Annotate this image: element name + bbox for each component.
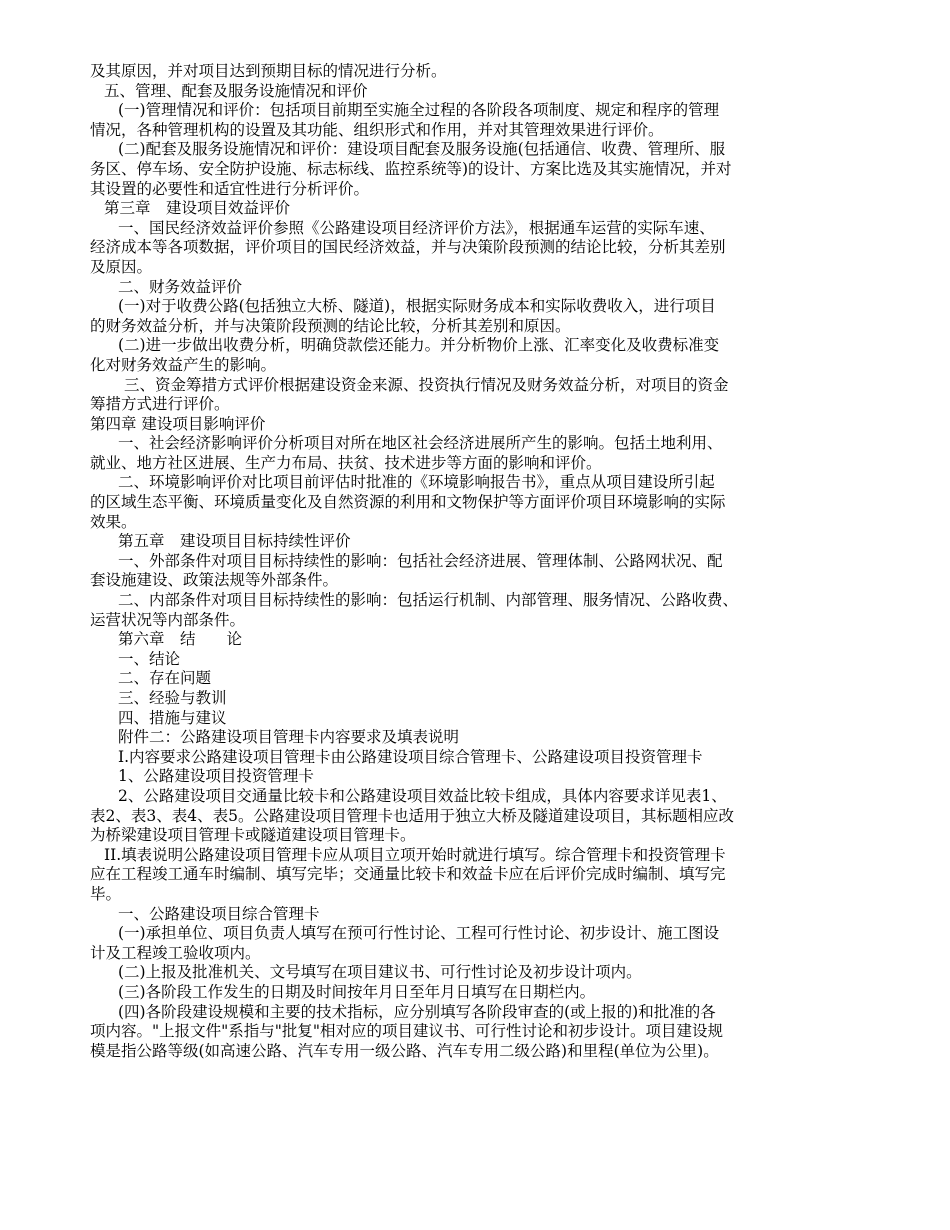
text-line: 模是指公路等级(如高速公路、汽车专用一级公路、汽车专用二级公路)和里程(单位为公里)。: [90, 1041, 719, 1060]
text-line: 一、外部条件对项目目标持续性的影响：包括社会经济进展、管理体制、公路网状况、配: [118, 551, 723, 570]
chapter-heading: 第三章 建设项目效益评价: [104, 199, 291, 218]
text-line: 运营状况等内部条件。: [90, 610, 246, 629]
text-line: 情况，各种管理机构的设置及其功能、组织形式和作用，并对其管理效果进行评价。: [90, 120, 664, 139]
text-line: 及其原因，并对项目达到预期目标的情况进行分析。: [90, 62, 447, 80]
text-line: 的区域生态平衡、环境质量变化及自然资源的利用和文物保护等方面评价项目环境影响的实际: [90, 493, 726, 512]
list-item: 一、结论: [118, 649, 181, 668]
text-line: 就业、地方社区进展、生产力布局、扶贫、技术进步等方面的影响和评价。: [90, 453, 602, 472]
text-line: 务区、停车场、安全防护设施、标志标线、监控系统等)的设计、方案比选及其实施情况，并对: [90, 159, 732, 178]
list-item: 四、措施与建议: [118, 708, 227, 727]
text-line: 二、内部条件对项目目标持续性的影响：包括运行机制、内部管理、服务情况、公路收费、: [118, 591, 739, 610]
text-line: (一)承担单位、项目负责人填写在预可行性讨论、工程可行性讨论、初步设计、施工图设: [118, 924, 720, 943]
text-line: 套设施建设、政策法规等外部条件。: [90, 571, 339, 590]
text-line: 三、资金筹措方式评价根据建设资金来源、投资执行情况及财务效益分析，对项目的资金: [124, 375, 729, 394]
appendix-heading: 附件二：公路建设项目管理卡内容要求及填表说明: [118, 728, 460, 747]
text-line: 应在工程竣工通车时编制、填写完毕；交通量比较卡和效益卡应在后评价完成时编制、填写完: [90, 865, 726, 884]
text-line: (二)配套及服务设施情况和评价：建设项目配套及服务设施(包括通信、收费、管理所、服: [118, 140, 726, 159]
text-line: 筹措方式进行评价。: [90, 395, 230, 414]
text-line: 效果。: [90, 512, 137, 531]
text-line: 毕。: [90, 884, 122, 903]
chapter-heading: 第五章 建设项目目标持续性评价: [118, 532, 351, 551]
text-line: 其设置的必要性和适宜性进行分析评价。: [90, 179, 370, 198]
chapter-heading: 第四章 建设项目影响评价: [90, 414, 266, 433]
text-line: 表2、表3、表4、表5。公路建设项目管理卡也适用于独立大桥及隧道建设项目，其标题相应改: [90, 806, 734, 825]
text-line: (三)各阶段工作发生的日期及时间按年月日至年月日填写在日期栏内。: [118, 982, 596, 1001]
text-line: 一、国民经济效益评价参照《公路建设项目经济评价方法》，根据通车运营的实际车速、: [118, 218, 715, 237]
text-line: 及原因。: [90, 257, 153, 276]
text-line: (四)各阶段建设规模和主要的技术指标，应分别填写各阶段审查的(或上报的)和批准的各: [118, 1002, 716, 1021]
text-line: I.内容要求公路建设项目管理卡由公路建设项目综合管理卡、公路建设项目投资管理卡: [118, 747, 703, 766]
text-line: (二)进一步做出收费分析，明确贷款偿还能力。并分析物价上涨、汇率变化及收费标准变: [118, 336, 720, 355]
text-line: 经济成本等各项数据，评价项目的国民经济效益，并与决策阶段预测的结论比较，分析其差别: [90, 238, 726, 257]
text-line: (二)上报及批准机关、文号填写在项目建议书、可行性讨论及初步设计项内。: [118, 963, 642, 982]
text-line: 1、公路建设项目投资管理卡: [118, 767, 314, 786]
list-item: 二、存在问题: [118, 669, 212, 688]
text-line: 计及工程竣工验收项内。: [90, 943, 261, 962]
section-heading: 一、公路建设项目综合管理卡: [118, 904, 320, 923]
text-line: 一、社会经济影响评价分析项目对所在地区社会经济进展所产生的影响。包括土地利用、: [118, 434, 723, 453]
text-line: 为桥梁建设项目管理卡或隧道建设项目管理卡。: [90, 826, 416, 845]
text-line: (一)对于收费公路(包括独立大桥、隧道)，根据实际财务成本和实际收费收入，进行项目: [118, 297, 716, 316]
text-line: (一)管理情况和评价：包括项目前期至实施全过程的各阶段各项制度、规定和程序的管理: [118, 101, 720, 120]
chapter-heading: 第六章 结 论: [118, 630, 243, 649]
text-line: 2、公路建设项目交通量比较卡和公路建设项目效益比较卡组成，具体内容要求详见表1、: [118, 786, 727, 805]
list-item: 三、经验与教训: [118, 689, 227, 707]
text-line: 化对财务效益产生的影响。: [90, 355, 277, 374]
section-heading: 五、管理、配套及服务设施情况和评价: [104, 81, 368, 100]
text-line: 项内容。"上报文件"系指与"批复"相对应的项目建议书、可行性讨论和初步设计。项目建设规: [90, 1022, 724, 1041]
text-line: 二、环境影响评价对比项目前评估时批准的《环境影响报告书》，重点从项目建设所引起: [118, 473, 715, 492]
text-line: II.填表说明公路建设项目管理卡应从项目立项开始时就进行填写。综合管理卡和投资管理卡: [104, 845, 726, 864]
text-line: 的财务效益分析，并与决策阶段预测的结论比较，分析其差别和原因。: [90, 316, 571, 335]
section-heading: 二、财务效益评价: [118, 277, 243, 296]
